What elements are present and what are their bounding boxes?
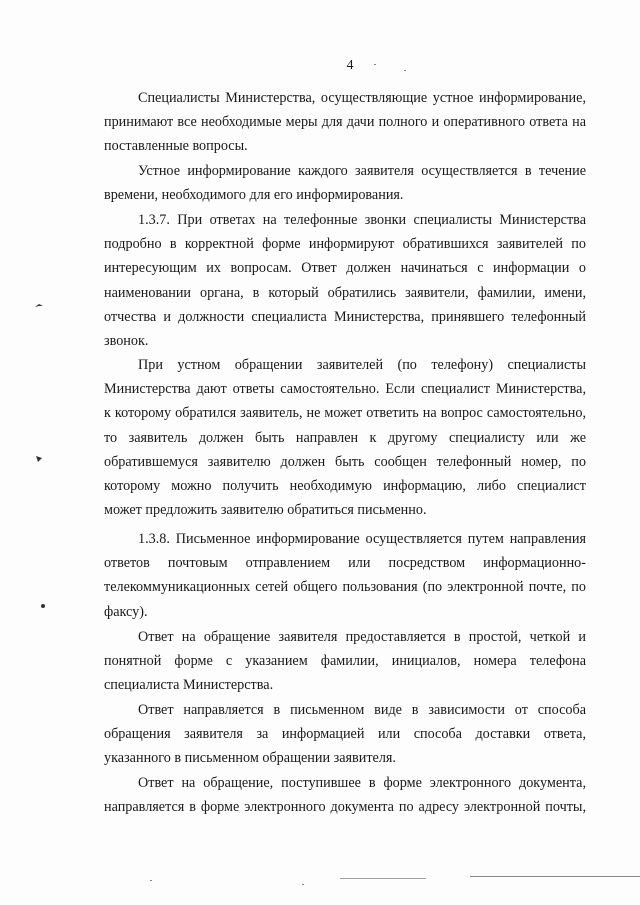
- scan-artifact-line: [470, 876, 640, 877]
- paragraph-answer-written: [104, 698, 586, 771]
- text-line: поставленные вопросы.: [104, 138, 248, 155]
- paragraph-item-1-3-8: [104, 527, 586, 624]
- text-line: то заявитель должен быть направлен к другому специалисту или же: [104, 429, 586, 446]
- text-line: может предложить заявителю обратиться письменно.: [104, 502, 427, 519]
- text-line: к которому обратился заявитель, не может ответить на вопрос самостоятельно,: [104, 405, 586, 422]
- paragraph-oral-request: [104, 353, 586, 522]
- text-line: специалиста Министерства.: [104, 677, 274, 694]
- text-line: направляется в форме электронного документа по адресу электронной почты,: [104, 799, 586, 816]
- scan-speck: [302, 884, 304, 885]
- text-line: наименовании органа, в который обратились заявители, фамилии, имени,: [104, 284, 586, 301]
- text-line: Ответ направляется в письменном виде в зависимости от способа: [138, 702, 586, 718]
- scan-speck: [150, 880, 152, 881]
- scan-mark-icon: [40, 602, 46, 612]
- scan-mark-icon: [34, 302, 44, 313]
- paragraph-specialists: [104, 86, 586, 159]
- scan-artifact-line: [340, 878, 426, 879]
- text-line: интересующим их вопросам. Ответ должен начинаться с информации о: [104, 260, 586, 277]
- text-line: принимают все необходимые меры для дачи полного и оперативного ответа на: [104, 114, 586, 131]
- scan-speck: [374, 64, 376, 65]
- paragraph-item-1-3-7: [104, 208, 586, 353]
- text-line: 1.3.7. При ответах на телефонные звонки специалисты Министерства: [138, 212, 586, 228]
- scan-speck: [404, 70, 406, 71]
- text-line: обратившемуся заявителю должен быть сообщен телефонный номер, по: [104, 453, 586, 470]
- text-line: Ответ на обращение, поступившее в форме электронного документа,: [138, 775, 586, 791]
- text-line: Министерства дают ответы самостоятельно. Если специалист Министерства,: [104, 381, 586, 398]
- text-line: которому можно получить необходимую информацию, либо специалист: [104, 478, 586, 495]
- paragraph-oral-time: [104, 159, 586, 207]
- text-line: Специалисты Министерства, осуществляющие устное информирование,: [138, 90, 586, 106]
- text-line: Ответ на обращение заявителя предоставляется в простой, четкой и: [138, 629, 586, 645]
- text-line: телекоммуникационных сетей общего пользования (по электронной почте, по: [104, 579, 586, 596]
- text-line: звонок.: [104, 333, 149, 350]
- text-line: отчества и должности специалиста Министерства, принявшего телефонный: [104, 308, 586, 325]
- text-line: ответов почтовым отправлением или посредством информационно-: [104, 555, 586, 572]
- text-line: подробно в корректной форме информируют обратившихся заявителей по: [104, 236, 586, 253]
- text-line: 1.3.8. Письменное информирование осуществляется путем направления: [138, 531, 586, 547]
- text-line: При устном обращении заявителей (по телефону) специалисты: [138, 357, 586, 373]
- text-line: времени, необходимого для его информирования.: [104, 187, 404, 204]
- paragraph-answer-electronic: [104, 771, 586, 819]
- page-number: 4: [346, 58, 354, 73]
- scan-mark-icon: [34, 454, 44, 467]
- text-line: обращения заявителя за информацией или способа доставки ответа,: [104, 726, 586, 743]
- paragraph-answer-form: [104, 625, 586, 698]
- text-line: Устное информирование каждого заявителя осуществляется в течение: [138, 163, 586, 179]
- text-line: факсу).: [104, 603, 148, 620]
- text-line: указанного в письменном обращении заявителя.: [104, 750, 396, 767]
- text-line: понятной форме с указанием фамилии, инициалов, номера телефона: [104, 653, 586, 670]
